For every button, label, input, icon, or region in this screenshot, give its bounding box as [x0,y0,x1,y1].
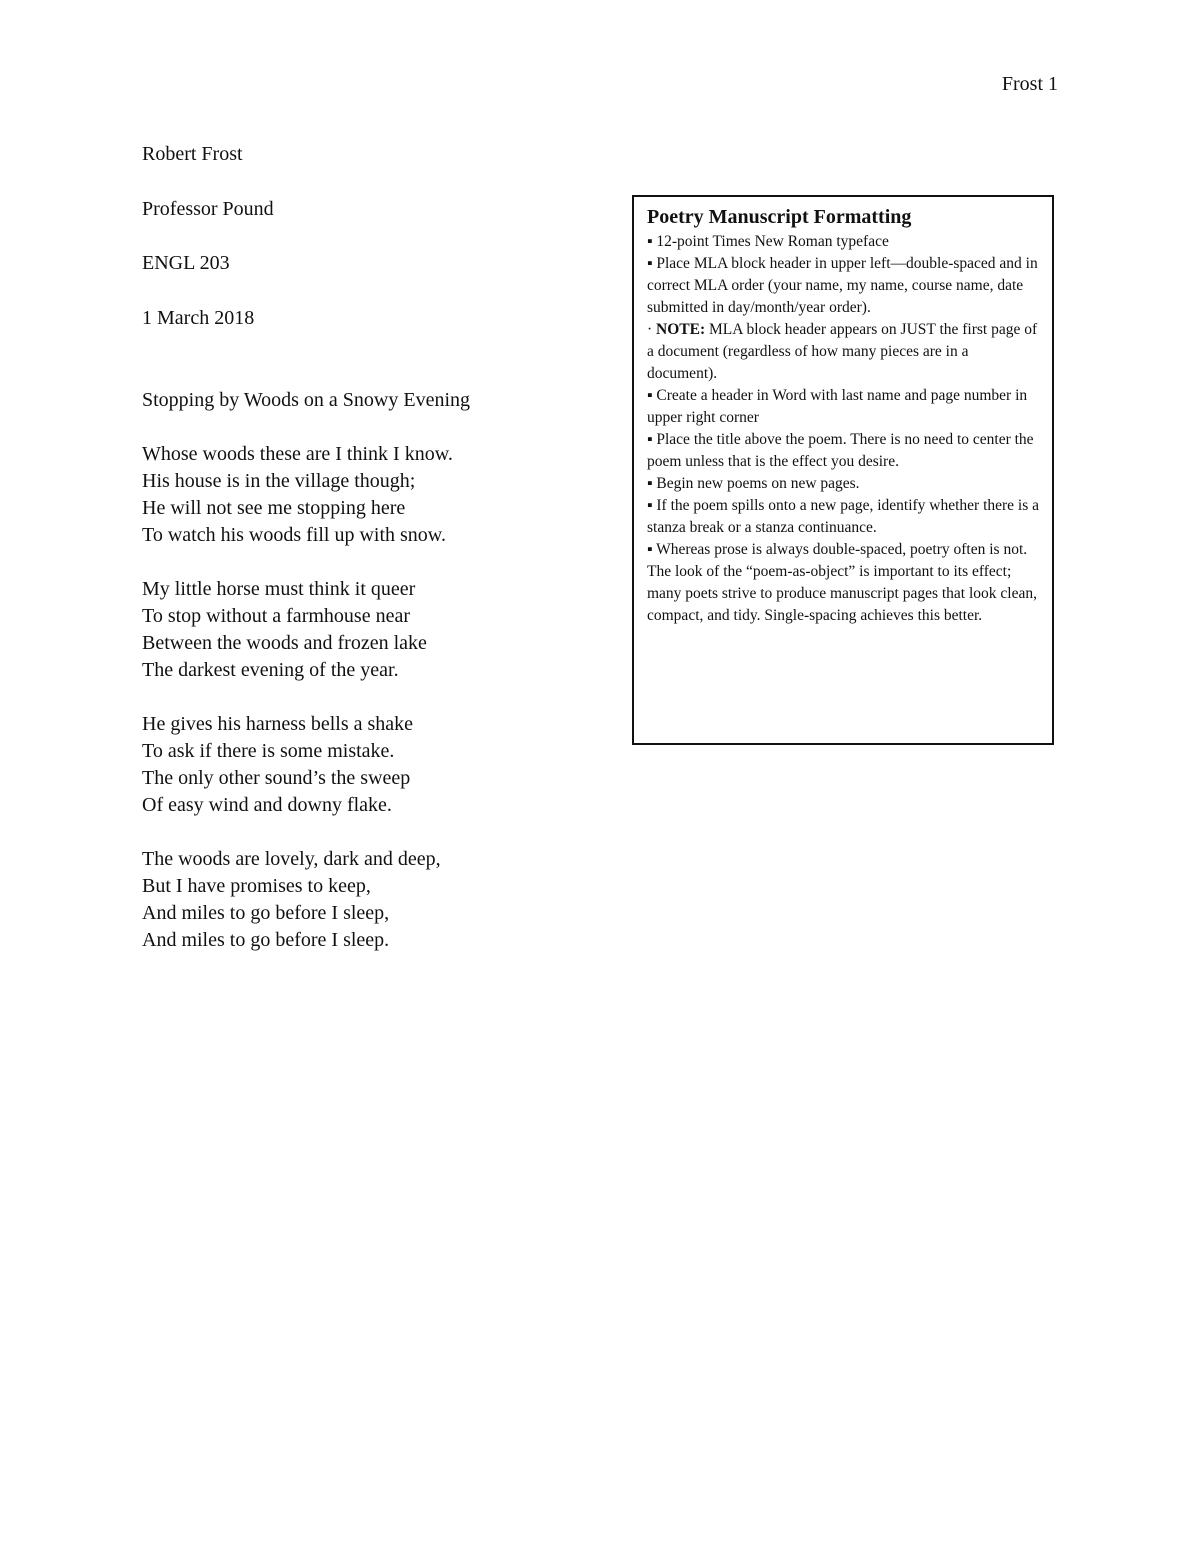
tip-text: Place the title above the poem. There is no need to center the poem unless that is the effect you desire. [647,431,1034,470]
square-bullet-icon: ▪ [647,431,653,448]
dot-bullet-icon: · [647,321,653,338]
tip-item [647,495,1040,539]
poem-line: Of easy wind and downy flake. [142,794,392,816]
poem-line: The woods are lovely, dark and deep, [142,848,441,870]
poem-line: My little horse must think it queer [142,578,416,600]
poem-line: His house is in the village though; [142,470,416,492]
tip-text: Place MLA block header in upper left—double-spaced and in correct MLA order (your name, my name, course name, date submitted in day/month/year order). [647,255,1038,316]
square-bullet-icon: ▪ [647,497,653,514]
student-name: Robert Frost [142,143,243,165]
tip-item [647,539,1040,627]
poem-line: The darkest evening of the year. [142,659,399,681]
square-bullet-icon: ▪ [647,387,653,404]
square-bullet-icon: ▪ [647,255,653,272]
stanza-3 [142,711,470,819]
poem-line: He will not see me stopping here [142,497,406,519]
poem-title: Stopping by Woods on a Snowy Evening [142,389,471,411]
submission-date: 1 March 2018 [142,306,255,329]
tip-text: 12-point Times New Roman typeface [656,233,889,250]
poem-line: To watch his woods fill up with snow. [142,524,446,546]
tip-text: Whereas prose is always double-spaced, poetry often is not. The look of the “poem-as-object” is important to its effect; many poets strive to produce manuscript pages that look clean, compact, and tidy. Single-spacing achieves this better. [647,541,1037,624]
tip-text: Create a header in Word with last name and page number in upper right corner [647,387,1028,426]
professor-name: Professor Pound [142,197,274,220]
tip-item [647,473,1040,495]
tip-text: Begin new poems on new pages. [656,475,860,492]
tip-item [647,385,1040,429]
stanza-4 [142,846,470,954]
square-bullet-icon: ▪ [647,541,653,558]
mla-block-header [142,142,274,360]
poem-line: To ask if there is some mistake. [142,740,395,762]
square-bullet-icon: ▪ [647,233,653,250]
page-header-label: Frost 1 [1001,73,1058,95]
tip-item [647,231,1040,253]
poem-line: To stop without a farmhouse near [142,605,410,627]
poem [142,387,470,981]
poem-line: He gives his harness bells a shake [142,713,414,735]
stanza-2 [142,576,470,684]
poem-line: The only other sound’s the sweep [142,767,411,789]
square-bullet-icon: ▪ [647,475,653,492]
poem-line: And miles to go before I sleep. [142,929,390,951]
stanza-1 [142,441,470,549]
poem-line: Whose woods these are I think I know. [142,443,453,465]
poem-line: Between the woods and frozen lake [142,632,427,654]
formatting-tips-title: Poetry Manuscript Formatting [647,206,912,228]
tip-item [647,429,1040,473]
tip-item [647,253,1040,319]
poem-line: But I have promises to keep, [142,875,371,897]
tip-text: MLA block header appears on JUST the first page of a document (regardless of how many pieces are in a document). [647,321,1038,382]
poem-line: And miles to go before I sleep, [142,902,390,924]
course-name: ENGL 203 [142,252,230,274]
tip-note-label: NOTE: [656,321,706,338]
tip-item [647,319,1040,385]
tip-text: If the poem spills onto a new page, identify whether there is a stanza break or a stanza continuance. [647,497,1040,536]
formatting-tips-box [632,195,1054,745]
